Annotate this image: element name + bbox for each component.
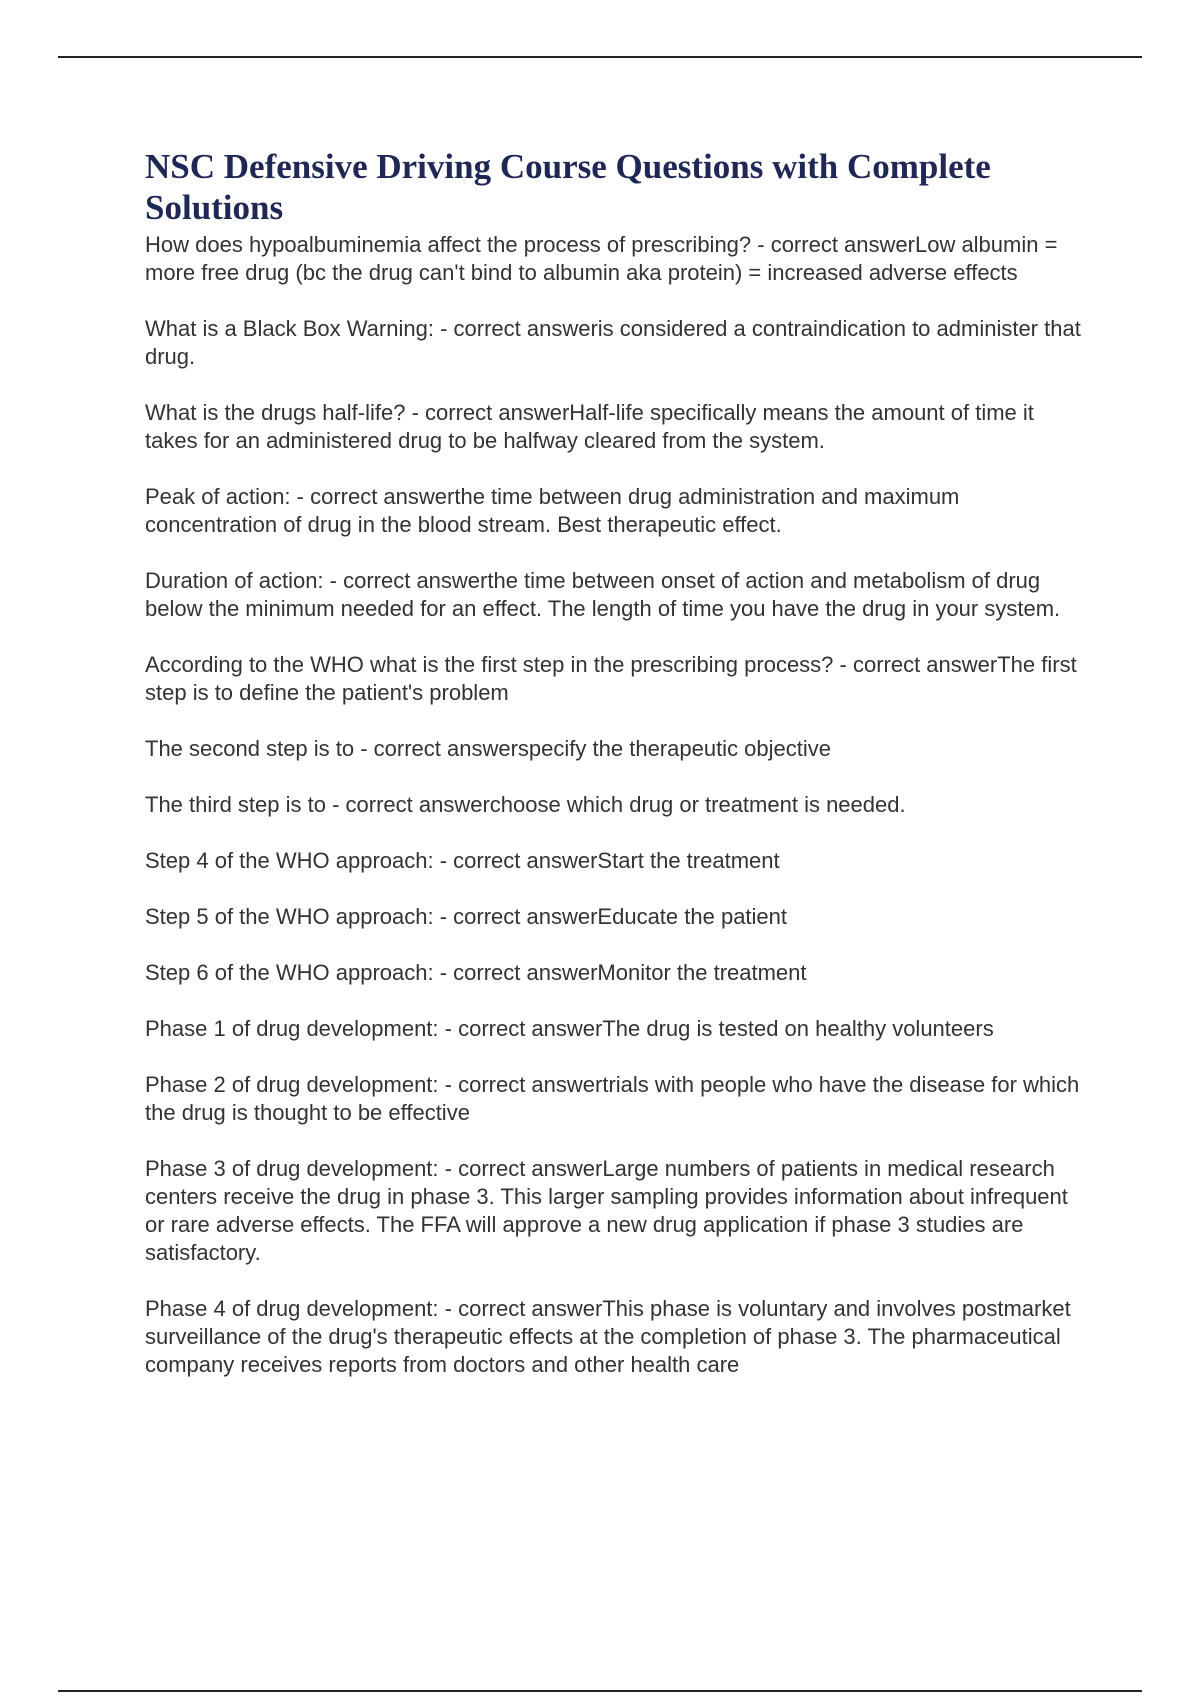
qa-item-4: Peak of action: - correct answerthe time between drug administration and maximum concentration of drug in the blood stream. Best therapeutic effect. <box>145 484 960 537</box>
qa-item-11: Step 6 of the WHO approach: - correct answerMonitor the treatment <box>145 960 807 985</box>
qa-item-12: Phase 1 of drug development: - correct answerThe drug is tested on healthy volunteers <box>145 1016 994 1041</box>
qa-item-6: According to the WHO what is the first step in the prescribing process? - correct answerThe first step is to define the patient's problem <box>145 652 1077 705</box>
qa-item-7: The second step is to - correct answerspecify the therapeutic objective <box>145 736 832 761</box>
qa-item-10: Step 5 of the WHO approach: - correct answerEducate the patient <box>145 904 788 929</box>
document-title: NSC Defensive Driving Course Questions with Complete Solutions <box>145 147 991 227</box>
qa-item-2: What is a Black Box Warning: - correct answeris considered a contraindication to administer that drug. <box>145 316 1081 369</box>
qa-item-8: The third step is to - correct answerchoose which drug or treatment is needed. <box>145 792 906 817</box>
qa-item-13: Phase 2 of drug development: - correct answertrials with people who have the disease for which the drug is thought to be effective <box>145 1072 1080 1125</box>
footer-rule <box>58 1690 1142 1692</box>
qa-item-3: What is the drugs half-life? - correct answerHalf-life specifically means the amount of time it takes for an administered drug to be halfway cleared from the system. <box>145 400 1034 453</box>
qa-item-15: Phase 4 of drug development: - correct answerThis phase is voluntary and involves postmarket surveillance of the drug's therapeutic effects at the completion of phase 3. The pharmaceutical company receives reports from doctors and other health care <box>145 1296 1071 1377</box>
qa-item-5: Duration of action: - correct answerthe time between onset of action and metabolism of drug below the minimum needed for an effect. The length of time you have the drug in your system. <box>145 568 1061 621</box>
qa-item-1: How does hypoalbuminemia affect the process of prescribing? - correct answerLow albumin = more free drug (bc the drug can't bind to albumin aka protein) = increased adverse effects <box>145 232 1058 285</box>
document-body <box>145 146 1090 1407</box>
qa-item-9: Step 4 of the WHO approach: - correct answerStart the treatment <box>145 848 780 873</box>
qa-item-14: Phase 3 of drug development: - correct answerLarge numbers of patients in medical research centers receive the drug in phase 3. This larger sampling provides information about infrequent or rare adverse effects. The FFA will approve a new drug application if phase 3 studies are satisfactory. <box>145 1156 1068 1265</box>
header-rule <box>58 56 1142 58</box>
